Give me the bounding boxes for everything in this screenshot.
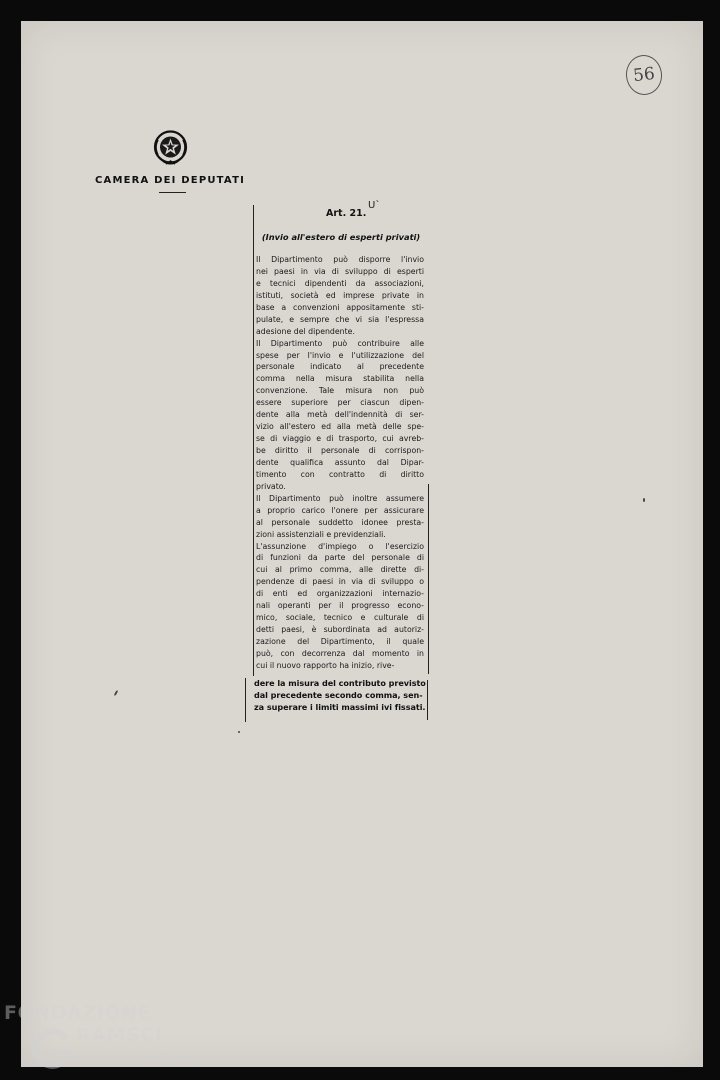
- continuation-line: za superare i limiti massimi ivi fissati.: [254, 702, 426, 713]
- body-line: Il Dipartimento può inoltre assumere: [256, 493, 424, 503]
- article-subtitle: (Invio all'estero di esperti privati): [261, 232, 421, 242]
- body-line: dente qualifica assunto dal Dipar-: [256, 457, 424, 467]
- body-line: mico, sociale, tecnico e culturale di: [256, 613, 424, 623]
- body-line: di funzioni da parte del personale di: [256, 553, 424, 563]
- body-line: comma nella misura stabilita nella: [256, 374, 424, 384]
- watermark-line1: FONDAZIONE: [4, 1002, 152, 1024]
- body-line: base a convenzioni appositamente sti-: [256, 302, 424, 312]
- body-line: Il Dipartimento può disporre l'invio: [256, 255, 424, 264]
- body-line: cui il nuovo rapporto ha inizio, rive-: [256, 660, 395, 670]
- body-line: di enti ed organizzazioni internazio-: [256, 589, 424, 599]
- body-line: può, con decorrenza dal momento in: [256, 648, 424, 658]
- continuation-line: dal precedente secondo comma, sen-: [254, 690, 423, 701]
- body-line: essere superiore per ciascun dipen-: [256, 398, 424, 408]
- margin-rule-right-upper: [428, 484, 429, 674]
- body-line: pendenze di paesi in via di sviluppo o: [256, 577, 424, 587]
- body-line: be diritto il personale di corrispon-: [256, 446, 424, 455]
- body-line: pulate, e sempre che vi sia l'espressa: [256, 314, 424, 324]
- body-line: a proprio carico l'onere per assicurare: [256, 505, 424, 515]
- article-continuation: [254, 677, 426, 714]
- margin-rule-left-lower: [245, 678, 246, 722]
- body-line: nei paesi in via di sviluppo di esperti: [256, 266, 424, 276]
- body-line: vizio all'estero ed alla metà delle spe-: [256, 422, 424, 432]
- body-line: timento con contratto di diritto: [256, 469, 424, 479]
- watermark-line3: onlus: [150, 1052, 181, 1063]
- body-line: spese per l'invio e l'utilizzazione del: [256, 350, 424, 360]
- scan-speck: [238, 731, 240, 733]
- page-number-stamp: 56: [624, 53, 664, 97]
- emblem-icon: [152, 128, 189, 168]
- handwritten-mark: Uˋ: [368, 200, 381, 211]
- body-line: istituti, società ed imprese private in: [256, 290, 424, 300]
- watermark-line2: RAMSCI: [76, 1024, 163, 1046]
- continuation-line: dere la misura del contributo previsto: [254, 678, 426, 688]
- body-line: nali operanti per il progresso econo-: [256, 601, 424, 611]
- body-line: L'assunzione d'impiego o l'esercizio: [256, 541, 424, 551]
- article-number: Art. 21.: [326, 208, 367, 219]
- body-line: Il Dipartimento può contribuire alle: [256, 338, 424, 348]
- body-line: e tecnici dipendenti da associazioni,: [256, 278, 424, 288]
- body-line: dente alla metà dell'indennità di ser-: [256, 410, 424, 420]
- margin-rule-left: [253, 205, 254, 676]
- body-line: al personale suddetto idonee presta-: [256, 517, 424, 527]
- header-divider: [159, 192, 186, 193]
- body-line: privato.: [256, 481, 286, 491]
- body-line: detti paesi, è subordinata ad autoriz-: [256, 625, 424, 635]
- archive-watermark: [4, 1000, 184, 1078]
- body-line: personale indicato al precedente: [256, 362, 424, 372]
- body-line: cui al primo comma, alle dirette di-: [256, 565, 424, 575]
- body-line: zioni assistenziali e previdenziali.: [256, 529, 386, 539]
- body-line: zazione del Dipartimento, il quale: [256, 637, 424, 646]
- body-line: convenzione. Tale misura non può: [256, 386, 424, 396]
- watermark-g-logo-icon: [30, 1026, 74, 1070]
- body-line: se di viaggio e di trasporto, cui avreb-: [256, 434, 424, 444]
- article-body: [256, 254, 424, 672]
- body-line: adesione del dipendente.: [256, 326, 355, 336]
- margin-rule-right-lower: [427, 680, 428, 720]
- institution-name: CAMERA DEI DEPUTATI: [94, 175, 246, 186]
- scan-speck: [643, 498, 645, 502]
